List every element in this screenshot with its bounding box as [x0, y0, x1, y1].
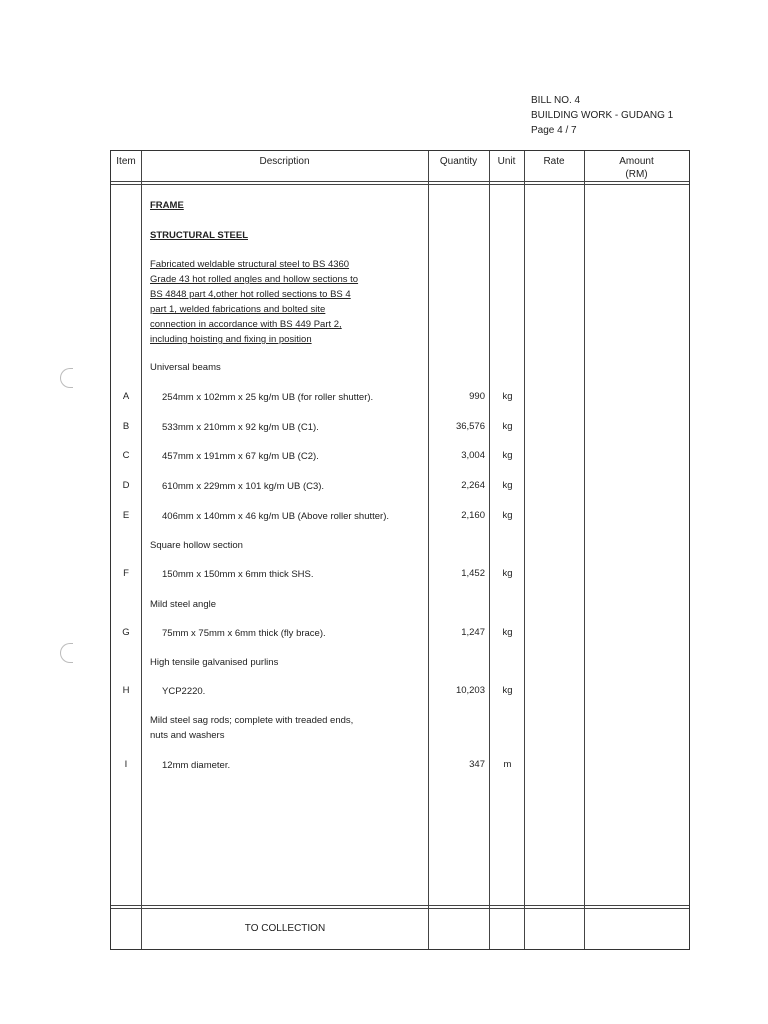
- item-quantity: 1,247: [461, 627, 485, 638]
- item-unit: kg: [502, 627, 513, 638]
- item-letter: I: [124, 759, 128, 770]
- item-unit: kg: [502, 421, 513, 432]
- item-quantity: 990: [469, 391, 485, 402]
- item-quantity: 3,004: [461, 450, 485, 461]
- spec-line: Grade 43 hot rolled angles and hollow sections to: [150, 274, 359, 285]
- section-structural-steel: STRUCTURAL STEEL: [150, 230, 248, 241]
- header-divider: [111, 181, 689, 182]
- to-collection-label: TO COLLECTION: [244, 923, 326, 934]
- item-letter: F: [123, 568, 129, 579]
- item-letter: G: [122, 627, 130, 638]
- footer-divider: [111, 908, 689, 909]
- subheading-square-hollow: Square hollow section: [150, 540, 243, 551]
- item-unit: kg: [502, 685, 513, 696]
- item-unit: kg: [502, 568, 513, 579]
- section-frame: FRAME: [150, 200, 184, 211]
- item-description: 533mm x 210mm x 92 kg/m UB (C1).: [162, 422, 319, 433]
- item-letter: E: [122, 510, 130, 521]
- work-title: BUILDING WORK - GUDANG 1: [531, 110, 674, 121]
- spec-line: connection in accordance with BS 449 Part 2,: [150, 319, 342, 330]
- column-divider: [489, 151, 490, 949]
- spec-line: Fabricated weldable structural steel to BS 4360: [150, 259, 350, 270]
- column-divider: [428, 151, 429, 949]
- specification-text: [150, 257, 358, 347]
- item-letter: D: [122, 480, 130, 491]
- binder-hole-mark: [60, 643, 73, 663]
- item-description: 75mm x 75mm x 6mm thick (fly brace).: [162, 628, 326, 639]
- item-letter: B: [122, 421, 130, 432]
- col-header-item: Item: [116, 156, 136, 167]
- page-header: [531, 93, 673, 138]
- amount-label: Amount: [619, 156, 654, 167]
- footer-divider: [111, 905, 689, 906]
- item-letter: C: [122, 450, 130, 461]
- subheading-purlins: High tensile galvanised purlins: [150, 657, 279, 668]
- column-divider: [584, 151, 585, 949]
- item-quantity: 2,160: [461, 510, 485, 521]
- item-description: 457mm x 191mm x 67 kg/m UB (C2).: [162, 451, 319, 462]
- spec-line: including hoisting and fixing in position: [150, 334, 312, 345]
- item-letter: H: [122, 685, 130, 696]
- col-header-rate: Rate: [543, 156, 565, 167]
- bill-number: BILL NO. 4: [531, 95, 581, 106]
- item-unit: kg: [502, 510, 513, 521]
- header-divider: [111, 184, 689, 185]
- amount-unit: (RM): [625, 169, 648, 180]
- col-header-description: Description: [259, 156, 310, 167]
- item-unit: m: [503, 759, 512, 770]
- subheading-mild-steel-angle: Mild steel angle: [150, 599, 217, 610]
- item-quantity: 1,452: [461, 568, 485, 579]
- item-description: 610mm x 229mm x 101 kg/m UB (C3).: [162, 481, 325, 492]
- item-quantity: 2,264: [461, 480, 485, 491]
- item-description: YCP2220.: [162, 686, 206, 697]
- item-description: 406mm x 140mm x 46 kg/m UB (Above roller shutter).: [162, 511, 390, 522]
- item-unit: kg: [502, 391, 513, 402]
- col-header-amount: [584, 155, 689, 181]
- item-description: 254mm x 102mm x 25 kg/m UB (for roller shutter).: [162, 392, 374, 403]
- binder-hole-mark: [60, 368, 73, 388]
- column-divider: [141, 151, 142, 949]
- column-divider: [524, 151, 525, 949]
- col-header-unit: Unit: [497, 156, 516, 167]
- spec-line: BS 4848 part 4,other hot rolled sections to BS 4: [150, 289, 351, 300]
- item-description: 150mm x 150mm x 6mm thick SHS.: [162, 569, 314, 580]
- subheading-sag-rods-cont: nuts and washers: [150, 730, 225, 741]
- item-quantity: 10,203: [455, 685, 485, 696]
- page-number: Page 4 / 7: [531, 125, 577, 136]
- subheading-sag-rods: Mild steel sag rods; complete with treaded ends,: [150, 715, 354, 726]
- bill-table: [110, 150, 690, 950]
- item-unit: kg: [502, 450, 513, 461]
- subheading-universal-beams: Universal beams: [150, 362, 221, 373]
- spec-line: part 1, welded fabrications and bolted site: [150, 304, 326, 315]
- item-quantity: 36,576: [455, 421, 485, 432]
- col-header-quantity: Quantity: [439, 156, 478, 167]
- item-description: 12mm diameter.: [162, 760, 231, 771]
- item-letter: A: [122, 391, 130, 402]
- item-quantity: 347: [469, 759, 485, 770]
- item-unit: kg: [502, 480, 513, 491]
